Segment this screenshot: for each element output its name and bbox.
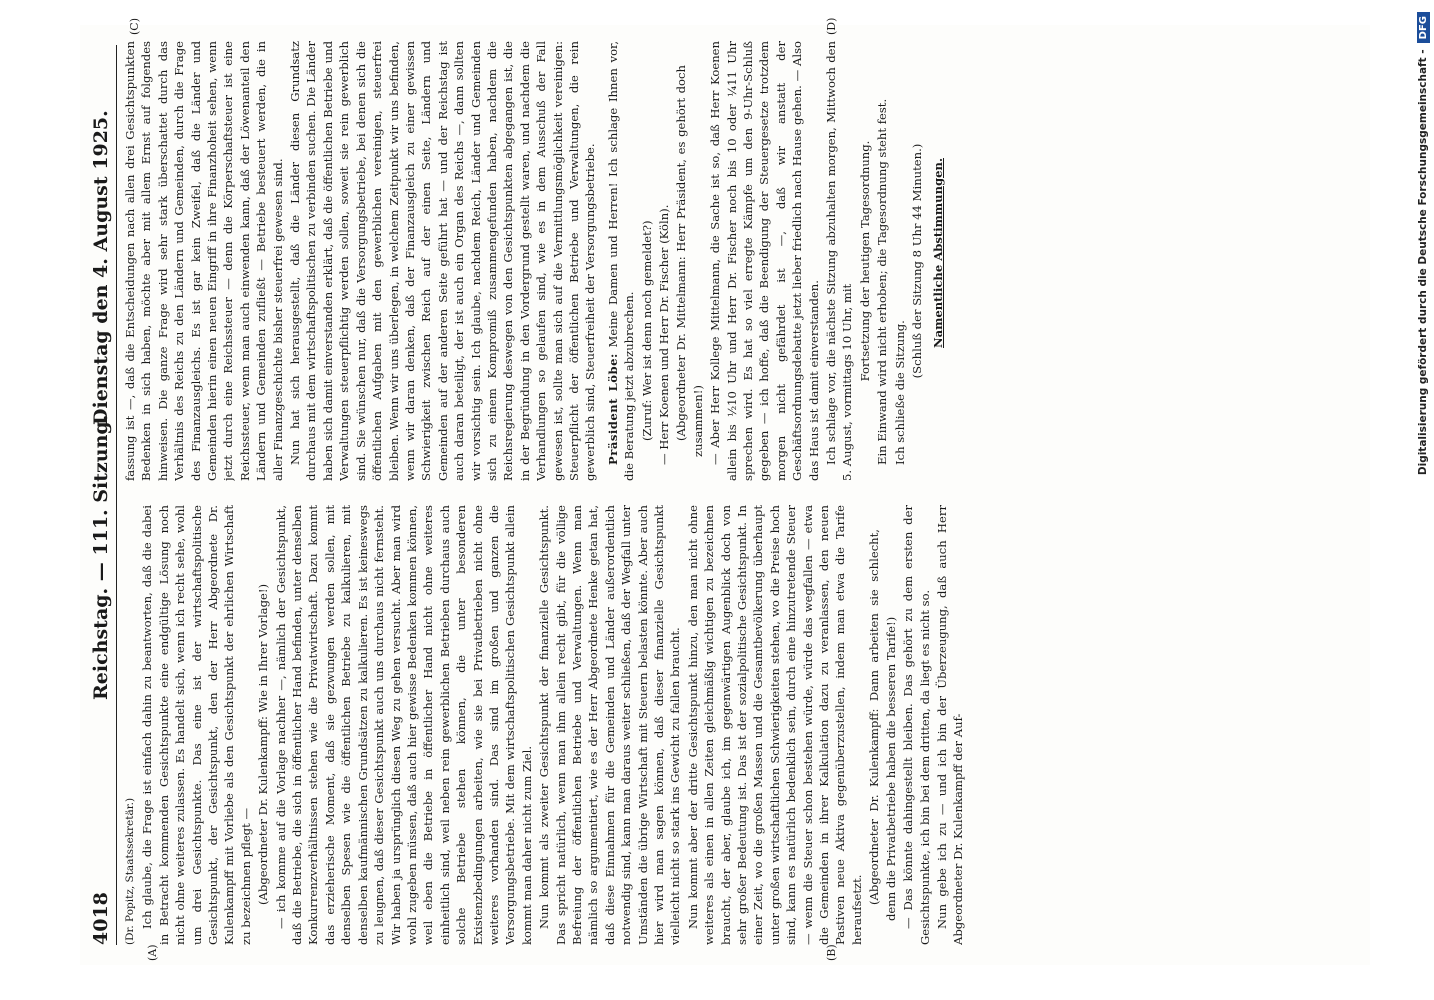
paragraph: Ein Einwand wird nicht erhoben; die Tagesordnung steht fest. (875, 98, 890, 465)
paragraph: — Das könnte dahingestellt bleiben. Das gehört zu dem ersten der Gesichtspunkte, ich bin bei dem dritten, da liegt es nicht so. (901, 505, 932, 945)
right-column (122, 41, 1347, 481)
interjection: (Abgeordneter Dr. Mittelmann: Herr Präsident, es gehört doch zusammen!) (674, 65, 705, 457)
paragraph: Ich schlage vor, die nächste Sitzung abzuhalten morgen, Mittwoch den 5. August, vormittags 10 Uhr, mit (824, 41, 855, 481)
paragraph: Nun kommt als zweiter Gesichtspunkt der finanzielle Gesichtspunkt. Das spricht natürlich, wenn man ihm allein recht gibt, für die völlige Befreiung der öffentlichen Betriebe und Verwaltungen. Wenn man nämlich so argumentiert, wie es der Herr Abgeordnete Henke getan hat, daß diese Einnahmen für die Gemeinden und Länder außerordentlich notwendig sind, kann man daraus weiter schließen, daß der Wegfall unter Umständen die übrige Wirtschaft mit Steuern belasten könnte. Aber auch hier wird man sagen können, daß dieser finanzielle Gesichtspunkt vielleicht nicht so stark ins Gewicht zu fallen braucht. (537, 505, 683, 945)
paragraph: Ich glaube, die Frage ist einfach dahin zu beantworten, daß die dabei in Betracht kommenden Gesichtspunkte eine endgültige Lösung noch nicht ohne weiteres zulassen. Es handelt sich, wenn ich recht sehe, wohl um drei Gesichtspunkte. Das eine ist der wirtschaftspolitische Gesichtspunkt, der Gesichtspunkt, den der Herr Abgeordnete Dr. Kulenkampff mit Vorliebe als den Gesichtspunkt der ehrlichen Wirtschaft zu bezeichnen pflegt — (140, 505, 253, 945)
paragraph: fassung ist —, daß die Entscheidungen nach allen drei Gesichtspunkten Bedenken in sich haben, möchte aber mit allem Ernst auf folgendes hinweisen. Die ganze Frage wird sehr stark überschattet durch das Verhältnis des Reichs zu den Ländern und Gemeinden, durch die Frage des Finanzausgleichs. Es ist gar kein Zweifel, daß die Länder und Gemeinden hierin einen neuen Eingriff in ihre Finanzhoheit sehen, wenn jetzt durch eine Reichssteuer — denn die Körperschaftsteuer ist eine Reichssteuer, wenn man auch einwenden kann, daß der Löwenanteil den Ländern und Gemeinden zufließt — Betriebe besteuert werden, die in aller Finanzgeschichte bisher steuerfrei gewesen sind. (123, 41, 285, 481)
margin-marker-b: (B) (825, 944, 838, 961)
left-column (122, 505, 1347, 945)
paragraph: Nun kommt aber der dritte Gesichtspunkt hinzu, den man nicht ohne weiteres als einen in allen Zeiten gleichmäßig wichtigen zu bezeichnen braucht, der aber, glaube ich, im gegenwärtigen Augenblick doch von sehr großer Bedeutung ist. Das ist der sozialpolitische Gesichtspunkt. In einer Zeit, wo die großen Massen und die Gesamtbevölkerung überhaupt unter großen wirtschaftlichen Schwierigkeiten stehen, wo die Preise hoch sind, kann es natürlich bedenklich sein, durch eine hinzutretende Steuer — wenn die Steuer schon bestehen würde, würde das wegfallen — etwa die Gemeinden in ihrer Kalkulation dazu zu veranlassen, den neuen Pastiven neue Aktiva gegenüberzustellen, indem man etwa die Tarife heraufsetzt. (685, 505, 864, 945)
margin-marker-a: (A) (146, 944, 159, 961)
paragraph: Ich schließe die Sitzung. (892, 320, 907, 465)
running-title: Reichstag. — 111. Sitzung. (90, 414, 112, 700)
paragraph: Nun hat sich herausgestellt, daß die Länder diesen Grundsatz durchaus mit dem wirtschaftspolitischen zu verbinden suchen. Die Länder haben sich damit einverstanden erklärt, daß die öffentlichen Betriebe und Verwaltungen steuerpflichtig werden sollen, soweit sie rein gewerblich sind. Sie wünschen nur, daß die Versorgungsbetriebe, bei denen sich die öffentlichen Aufgaben mit den gewerblichen vereinigen, steuerfrei bleiben. Wenn wir uns überlegen, in welchem Zeitpunkt wir uns befinden, wenn wir daran denken, daß der Finanzausgleich zu einer gewissen Schwierigkeit zwischen Reich auf der einen Seite, Ländern und Gemeinden auf der anderen Seite geführt hat — und der Reichstag ist auch daran beteiligt, der ist auch ein Organ des Reichs —, dann sollten wir vorsichtig sein. Ich glaube, nachdem Reich, Länder und Gemeinden sich zu einem Kompromiß zusammengefunden haben, nachdem die Reichsregierung deswegen von den Gesichtspunkten abgegangen ist, die in der Begründung in den Vordergrund gestellt waren, und nachdem die Verhandlungen so gelaufen sind, wie es in dem Ausschuß der Fall gewesen ist, sollte man sich auf die Vermittlungsmöglichkeit vereinigen: Steuerpflicht der öffentlichen Betriebe und Verwaltungen, die rein gewerblich sind, Steuerfreiheit der Versorgungsbetriebe. (288, 41, 598, 481)
interjection: (Abgeordneter Dr. Kulenkampff: Dann arbeiten sie schlecht, denn die Privatbetriebe haben die besseren Tarife!) (867, 529, 898, 921)
agenda-item: Fortsetzung der heutigen Tagesordnung. (857, 140, 872, 382)
page-header (86, 45, 117, 945)
paragraph: — ich komme auf die Vorlage nachher —, nämlich der Gesichtspunkt, daß die Betriebe, die sich in öffentlicher Hand befinden, unter denselben Konkurrenzverhältnissen stehen wie die Privatwirtschaft. Dazu kommt das erzieherische Moment, daß sie gezwungen werden sollen, mit denselben Spesen wie die öffentlichen Betriebe zu kalkulieren, mit denselben kaufmännischen Grundsätzen zu kalkulieren. Es ist keineswegs zu leugnen, daß dieser Gesichtspunkt auch uns durchaus nicht fernsteht. Wir haben ja ursprünglich diesen Weg zu gehen versucht. Aber man wird wohl zugeben müssen, daß auch hier gewisse Bedenken kommen können, weil eben die Betriebe in öffentlicher Hand nicht ohne weiteres einheitlich sind, weil neben rein gewerblichen Betrieben durchaus auch solche Betriebe stehen können, die unter besonderen Existenzbedingungen arbeiten, wie sie bei Privatbetrieben nicht ohne weiteres vorhanden sind. Das sind im großen und ganzen die Versorgungsbetriebe. Mit dem wirtschaftspolitischen Gesichtspunkt allein kommt man daher nicht zum Ziel. (273, 505, 534, 945)
rotated-document-page (80, 17, 1370, 965)
president-speech: Meine Damen und Herren! Ich schlage Ihnen vor, die Beratung jetzt abzubrechen. (605, 41, 637, 481)
interjection: (Abgeordneter Dr. Kulenkampff: Wie in Ihrer Vorlage!) (256, 583, 271, 905)
digitization-credit (1413, 12, 1433, 972)
session-date: Dienstag den 4. August 1925. (90, 110, 112, 425)
session-close: (Schluß der Sitzung 8 Uhr 44 Minuten.) (910, 143, 925, 379)
paragraph: — Aber Herr Kollege Mittelmann, die Sache ist so, daß Herr Koenen allein bis ½10 Uhr und Herr Dr. Fischer noch bis 10 oder ¼11 Uhr sprechen wird. Es hat so viel erregte Kämpfe um den 9-Uhr-Schluß gegeben — ich hoffe, daß die Beendigung der Steuergesetze trotzdem morgen nicht gefährdet ist —, daß wir anstatt der Geschäftsordnungsdebatte jetzt lieber friedlich nach Hause gehen. — Also das Haus ist damit einverstanden. (708, 41, 821, 481)
speaker-tag: (Dr. Popitz, Staatssekretär.) (124, 797, 136, 945)
paragraph: Nun gebe ich zu — und ich bin der Überzeugung, daß auch Herr Abgeordneter Dr. Kulenkampff der Auf- (934, 505, 966, 945)
president-statement (605, 41, 638, 481)
credit-text: Digitalisierung gefördert durch die Deutsche Forschungsgemeinschaft - (1417, 49, 1429, 476)
section-title: Namentliche Abstimmungen. (930, 158, 945, 348)
president-name: Präsident Löbe: (605, 353, 620, 465)
paragraph: — Herr Koenen und Herr Dr. Fischer (Köln). (657, 204, 671, 465)
dfg-logo-icon: DFG (1417, 12, 1430, 43)
margin-marker-d: (D) (825, 17, 838, 35)
margin-marker-c: (C) (128, 18, 141, 35)
credit-strip (1413, 12, 1433, 972)
interjection: (Zuruf: Wer ist denn noch gemeldet?) (639, 220, 654, 441)
page-number: 4018 (90, 892, 112, 945)
